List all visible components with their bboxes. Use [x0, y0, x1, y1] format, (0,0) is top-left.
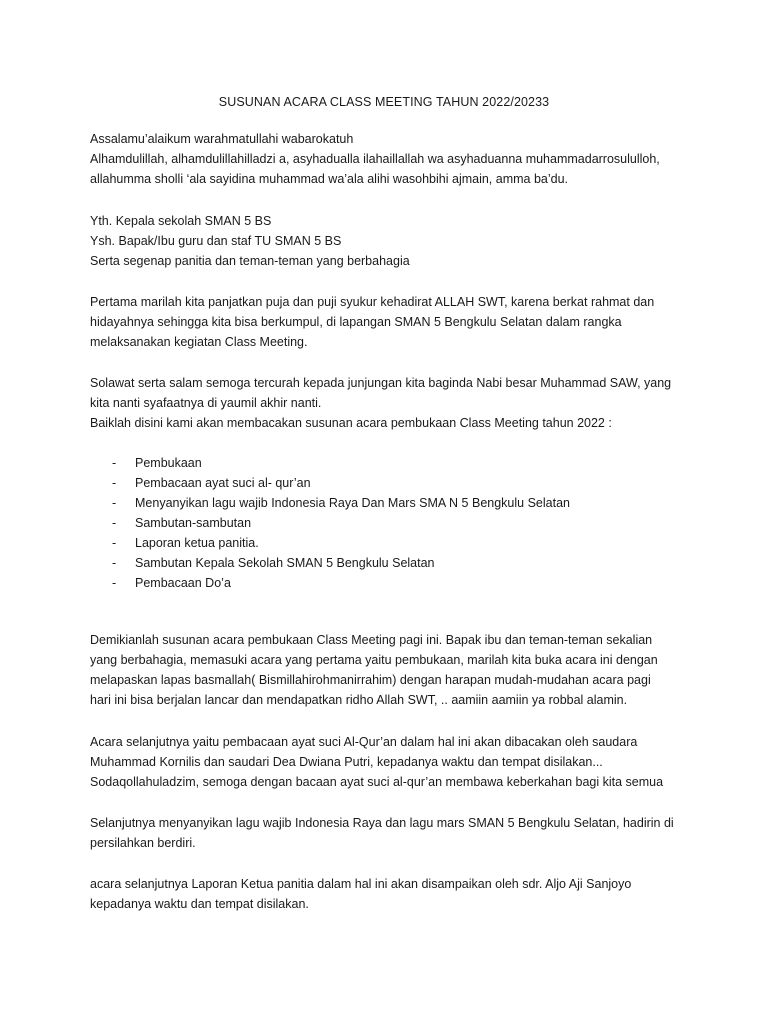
text-line: Sodaqollahuladzim, semoga dengan bacaan ayat suci al-qur’an membawa keberkahan bagi kita semua	[90, 775, 664, 789]
bullet-dash: -	[112, 556, 117, 570]
list-item	[112, 513, 570, 533]
list-item	[112, 533, 570, 553]
list-item	[112, 573, 570, 593]
text-line: Alhamdulillah, alhamdulillahilladzi a, asyhadualla ilahaillallah wa asyhaduanna muhammadarrosululloh,	[90, 152, 660, 166]
list-item	[112, 493, 570, 513]
text-line: yang berbahagia, memasuki acara yang pertama yaitu pembukaan, marilah kita buka acara ini dengan	[90, 653, 658, 667]
text-line: kita nanti syafaatnya di yaumil akhir nanti.	[90, 396, 322, 410]
text-line: Demikianlah susunan acara pembukaan Class Meeting pagi ini. Bapak ibu dan teman-teman sekalian	[90, 633, 653, 647]
opening-paragraph	[90, 292, 690, 352]
text-line: Assalamu’alaikum warahmatullahi wabarokatuh	[90, 132, 354, 146]
list-item	[112, 453, 570, 473]
text-line: Solawat serta salam semoga tercurah kepada junjungan kita baginda Nabi besar Muhammad SAW, yang	[90, 376, 672, 390]
quran-paragraph	[90, 732, 690, 792]
text-line: Pertama marilah kita panjatkan puja dan puji syukur kehadirat ALLAH SWT, karena berkat rahmat dan	[90, 295, 655, 309]
bullet-dash: -	[112, 496, 117, 510]
greeting-paragraph	[90, 129, 690, 189]
document-title: SUSUNAN ACARA CLASS MEETING TAHUN 2022/20233	[218, 95, 550, 109]
text-line: kepadanya waktu dan tempat disilakan.	[90, 897, 309, 911]
text-line: melaksanakan kegiatan Class Meeting.	[90, 335, 308, 349]
text-line: melapaskan lapas basmallah( Bismillahirohmanirrahim) dengan harapan mudah-mudahan acara pagi	[90, 673, 651, 687]
list-item	[112, 473, 570, 493]
closing-intro-paragraph	[90, 630, 690, 710]
text-line: Baiklah disini kami akan membacakan susunan acara pembukaan Class Meeting tahun 2022 :	[90, 416, 612, 430]
list-item-label: Pembacaan ayat suci al- qur’an	[135, 476, 311, 490]
text-line: Serta segenap panitia dan teman-teman yang berbahagia	[90, 254, 410, 268]
list-item-label: Pembukaan	[135, 456, 202, 470]
solawat-paragraph	[90, 373, 690, 433]
bullet-dash: -	[112, 576, 117, 590]
text-line: Acara selanjutnya yaitu pembacaan ayat suci Al-Qur’an dalam hal ini akan dibacakan oleh saudara	[90, 735, 638, 749]
text-line: Ysh. Bapak/Ibu guru dan staf TU SMAN 5 BS	[90, 234, 342, 248]
text-line: hari ini bisa berjalan lancar dan mendapatkan ridho Allah SWT, .. aamiin aamiin ya robbal alamin.	[90, 693, 628, 707]
anthem-paragraph	[90, 813, 690, 853]
addressees-paragraph	[90, 211, 690, 271]
text-line: Selanjutnya menyanyikan lagu wajib Indonesia Raya dan lagu mars SMAN 5 Bengkulu Selatan, hadirin di	[90, 816, 674, 830]
text-line: Muhammad Kornilis dan saudari Dea Dwiana Putri, kepadanya waktu dan tempat disilakan...	[90, 755, 603, 769]
agenda-list	[112, 453, 570, 593]
bullet-dash: -	[112, 456, 117, 470]
list-item-label: Pembacaan Do’a	[135, 576, 231, 590]
text-line: Yth. Kepala sekolah SMAN 5 BS	[90, 214, 272, 228]
list-item-label: Sambutan-sambutan	[135, 516, 252, 530]
text-line: allahumma sholli ‘ala sayidina muhammad wa’ala alihi wasohbihi ajmain, amma ba’du.	[90, 172, 569, 186]
list-item-label: Sambutan Kepala Sekolah SMAN 5 Bengkulu Selatan	[135, 556, 435, 570]
text-line: persilahkan berdiri.	[90, 836, 196, 850]
bullet-dash: -	[112, 476, 117, 490]
bullet-dash: -	[112, 536, 117, 550]
text-line: hidayahnya sehingga kita bisa berkumpul, di lapangan SMAN 5 Bengkulu Selatan dalam rangka	[90, 315, 622, 329]
list-item-label: Laporan ketua panitia.	[135, 536, 259, 550]
list-item-label: Menyanyikan lagu wajib Indonesia Raya Dan Mars SMA N 5 Bengkulu Selatan	[135, 496, 570, 510]
report-paragraph	[90, 874, 690, 914]
list-item	[112, 553, 570, 573]
text-line: acara selanjutnya Laporan Ketua panitia dalam hal ini akan disampaikan oleh sdr. Aljo Aji Sanjoyo	[90, 877, 632, 891]
bullet-dash: -	[112, 516, 117, 530]
